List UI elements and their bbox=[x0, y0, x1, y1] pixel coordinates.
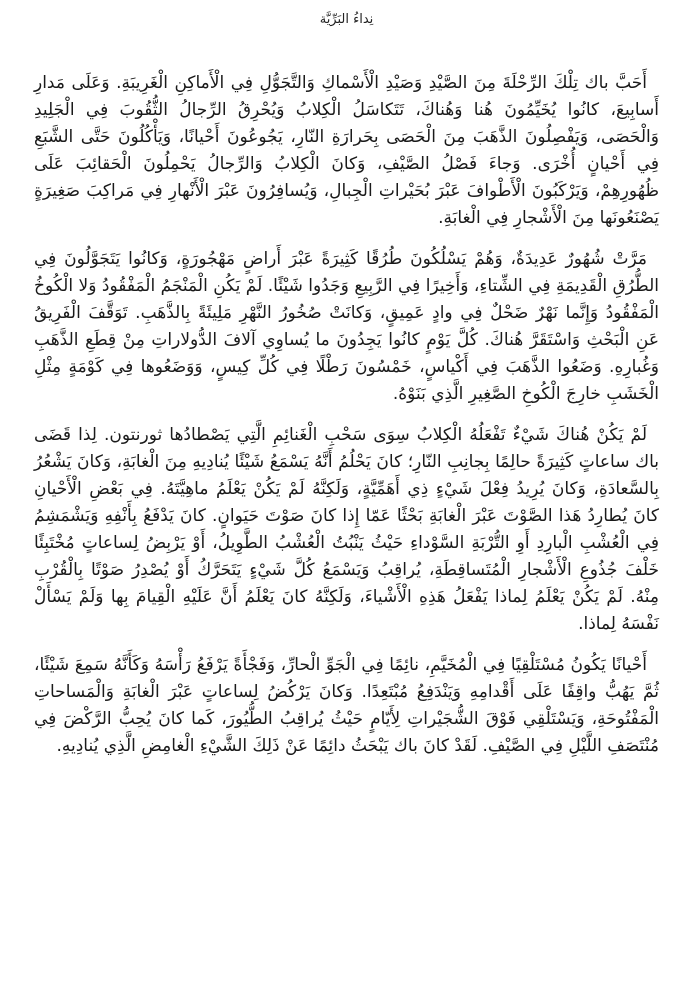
paragraph-3: لَمْ يَكُنْ هُناكَ شَيْءٌ تَفْعَلُهُ الْكِلابُ سِوَى سَحْبِ الْغَنائِمِ الَّتِي يَصْطادُها ثورنتون. لِذا قَضَى باك ساعاتٍ كَثِيرَةً حالِمًا بِجانِبِ النّارِ؛ كانَ يَحْلُمُ أَنَّهُ يَسْمَعُ شَيْئًا يُنادِيهِ مِنَ الْغابَةِ، وَكانَ يَشْعُرُ بِالسَّعادَةِ، وَكانَ يُرِيدُ فِعْلَ شَيْءٍ ذِي أَهَمِّيَّةٍ، وَلَكِنَّهُ لَمْ يَكُنْ يَعْلَمُ ماهِيَّتَهُ. فِي بَعْضِ الْأَحْيانِ كانَ يُطارِدُ هَذا الصَّوْتَ عَبْرَ الْغابَةِ بَحْثًا عَمّا إِذا كانَ صَوْتَ حَيَوانٍ. كانَ يَدْفَعُ بِأَنْفِهِ وَيَشْمَشِمُ فِي الْعُشْبِ الْبارِدِ أَوِ التُّرْبَةِ السَّوْداءِ حَيْثُ يَنْبُتُ الْعُشْبُ الطَّوِيلُ، أَوْ يَرْبِضُ لِساعاتٍ مُخْتَبِئًا خَلْفَ جُذُوعِ الْأَشْجارِ الْمُتَساقِطَةِ، يُراقِبُ وَيَسْمَعُ كُلَّ شَيْءٍ يَتَحَرَّكُ أَوْ يُصْدِرُ صَوْتًا بِالْقُرْبِ مِنْهُ. لَمْ يَكُنْ يَعْلَمُ لِماذا يَفْعَلُ هَذِهِ الْأَشْياءَ، وَلَكِنَّهُ كانَ يَعْلَمُ أَنَّ عَلَيْهِ الْقِيامَ بِها وَلَمْ يَسْأَلْ نَفْسَهُ لِماذا. bbox=[34, 425, 659, 634]
paragraph-2: مَرَّتْ شُهُورٌ عَدِيدَةٌ، وَهُمْ يَسْلُكُونَ طُرُقًا كَثِيرَةً عَبْرَ أَراضٍ مَهْجُورَةٍ، وَكانُوا يَتَجَوَّلُونَ فِي الطُّرُقِ الْقَدِيمَةِ فِي الشِّتاءِ، وَأَخِيرًا فِي الرَّبِيعِ وَجَدُوا شَيْئًا. لَمْ يَكُنِ الْمَنْجَمُ الْمَفْقُودُ وَلا الْكُوخُ الْمَفْقُودُ وَإِنَّما نَهْرٌ ضَحْلٌ فِي وادٍ عَمِيقٍ، وَكانَتْ صُخُورُ النَّهْرِ مَلِيئَةً بِالذَّهَبِ. تَوَقَّفَ الْفَرِيقُ عَنِ الْبَحْثِ وَاسْتَقَرَّ هُناكَ. كُلَّ يَوْمٍ كانُوا يَجِدُونَ ما يُساوِي آلافَ الدُّولاراتِ مِنْ قِطَعِ الذَّهَبِ وَغُبارِهِ. وَضَعُوا الذَّهَبَ فِي أَكْياسٍ، خَمْسُونَ رَطْلًا فِي كُلِّ كِيسٍ، وَوَضَعُوها فِي كَوْمَةٍ مِثْلِ الْخَشَبِ خارِجَ الْكُوخِ الصَّغِيرِ الَّذِي بَنَوْهُ. bbox=[34, 249, 659, 404]
paragraph-4: أَحْيانًا يَكُونُ مُسْتَلْقِيًا فِي الْمُخَيَّمِ، نائِمًا فِي الْجَوِّ الْحارِّ، وَفَجْأَةً يَرْفَعُ رَأْسَهُ وَكَأَنَّهُ سَمِعَ شَيْئًا، ثُمَّ يَهُبُّ واقِفًا عَلَى أَقْدامِهِ وَيَنْدَفِعُ مُبْتَعِدًا. وَكانَ يَرْكُضُ لِساعاتٍ عَبْرَ الْغابَةِ وَالْمَساحاتِ الْمَفْتُوحَةِ، وَيَسْتَلْقِي فَوْقَ الشُّجَيْراتِ لِأَيّامٍ حَيْثُ يُراقِبُ الطُّيُورَ، كَما كانَ يُحِبُّ الرَّكْضَ فِي مُنْتَصَفِ اللَّيْلِ فِي الصَّيْفِ. لَقَدْ كانَ باك يَبْحَثُ دائِمًا عَنْ ذَلِكَ الشَّيْءِ الْغامِضِ الَّذِي يُنادِيهِ. bbox=[34, 655, 659, 756]
body-text bbox=[34, 70, 659, 760]
paragraph-1: أَحَبَّ باك تِلْكَ الرِّحْلَةَ مِنَ الصَّيْدِ وَصَيْدِ الْأَسْماكِ وَالتَّجَوُّلِ فِي الْأَماكِنِ الْغَرِيبَةِ. وَعَلَى مَدارِ أَسابِيعَ، كانُوا يُخَيِّمُونَ هُنا وَهُناكَ، تَتَكاسَلُ الْكِلابُ وَيُحْرِقُ الرِّجالُ الثُّقُوبَ فِي الْجَلِيدِ وَالْحَصَى، وَيَفْصِلُونَ الذَّهَبَ مِنَ الْحَصَى بِحَرارَةِ النّارِ، يَجُوعُونَ أَحْيانًا، وَيَأْكُلُونَ حَتَّى الشَّبَعِ فِي أَحْيانٍ أُخْرَى. وَجاءَ فَصْلُ الصَّيْفِ، وَكانَ الْكِلابُ وَالرِّجالُ يَحْمِلُونَ الْحَقائِبَ عَلَى ظُهُورِهِمْ، وَيَرْكَبُونَ الْأَطْوافَ عَبْرَ بُحَيْراتِ الْجِبالِ، وَيُسافِرُونَ عَبْرَ الْأَنْهارِ فِي مَراكِبَ صَغِيرَةٍ يَصْنَعُونَها مِنَ الْأَشْجارِ فِي الْغابَةِ. bbox=[34, 73, 659, 228]
running-head: نِداءُ البَرِّيَّة bbox=[319, 12, 374, 27]
